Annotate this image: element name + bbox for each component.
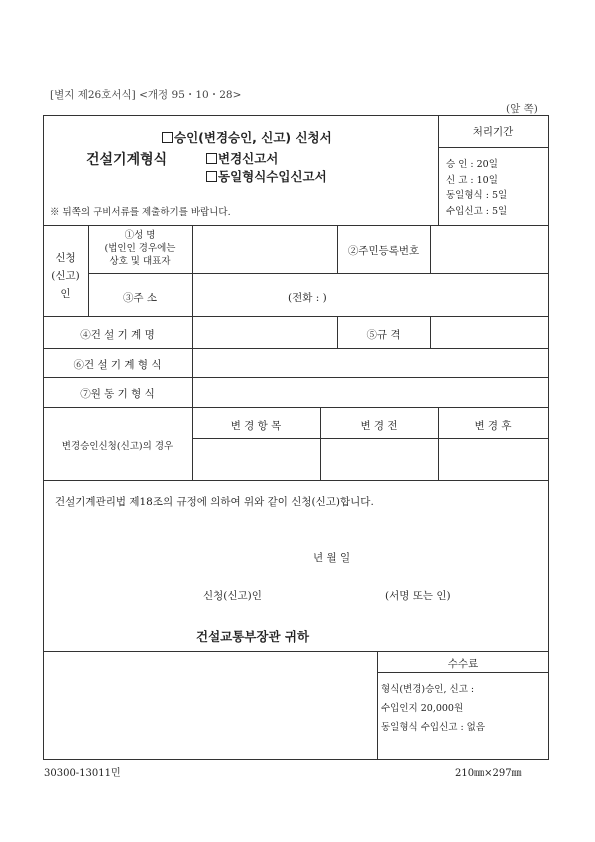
processing-approval: 승 인 : 20일 bbox=[446, 159, 498, 170]
name-label: ①성 명 (법인인 경우에는 상호 및 대표자 bbox=[104, 230, 176, 267]
applicant-group-label: 신청 (신고) 인 bbox=[51, 252, 80, 300]
change-after-field[interactable] bbox=[439, 439, 547, 479]
signature-label: (서명 또는 인) bbox=[385, 590, 451, 602]
change-after-header: 변 경 후 bbox=[474, 420, 512, 432]
address-label: ③주 소 bbox=[122, 292, 158, 304]
resident-no-label: ②주민등록번호 bbox=[347, 245, 420, 257]
paper-size: 210㎜×297㎜ bbox=[455, 768, 522, 779]
spec-label: ⑤규 격 bbox=[366, 329, 401, 341]
engine-model-field[interactable] bbox=[193, 378, 548, 406]
resident-no-field[interactable] bbox=[431, 226, 547, 272]
side-label: (앞 쪽) bbox=[506, 103, 538, 115]
checkbox-import-report[interactable] bbox=[206, 171, 217, 182]
name-field[interactable] bbox=[193, 226, 336, 272]
machine-model-label: ⑥건 설 기 계 형 식 bbox=[73, 359, 162, 371]
machine-name-field[interactable] bbox=[193, 317, 336, 347]
change-item-field[interactable] bbox=[193, 439, 319, 479]
change-item-header: 변 경 항 목 bbox=[230, 420, 282, 432]
change-row-label: 변경승인신청(신고)의 경우 bbox=[61, 441, 174, 452]
page-title: 건설기계형식 bbox=[86, 152, 168, 168]
option-approval[interactable]: 승인(변경승인, 신고) 신청서 bbox=[162, 128, 332, 146]
change-before-header: 변 경 전 bbox=[360, 420, 398, 432]
option-change-report[interactable]: 변경신고서 bbox=[206, 149, 278, 167]
applicant-sign-label: 신청(신고)인 bbox=[203, 590, 262, 602]
notice-text: ※ 뒤쪽의 구비서류를 제출하기를 바랍니다. bbox=[50, 207, 231, 218]
checkbox-change-report[interactable] bbox=[206, 153, 217, 164]
fee-header: 수수료 bbox=[447, 658, 479, 670]
machine-name-label: ④건 설 기 계 명 bbox=[80, 329, 155, 341]
spec-field[interactable] bbox=[431, 317, 547, 347]
date-label: 년 월 일 bbox=[313, 552, 351, 564]
processing-import: 수입신고 : 5일 bbox=[446, 205, 508, 217]
address-field[interactable] bbox=[193, 274, 548, 315]
engine-model-label: ⑦원 동 기 형 식 bbox=[80, 388, 155, 400]
processing-report: 신 고 : 10일 bbox=[446, 174, 498, 186]
processing-same-model: 동일형식 : 5일 bbox=[446, 190, 508, 201]
fee-details bbox=[381, 680, 485, 737]
machine-model-field[interactable] bbox=[193, 349, 548, 376]
declaration-statement: 건설기계관리법 제18조의 규정에 의하여 위와 같이 신청(신고)합니다. bbox=[55, 496, 374, 508]
form-label: [별지 제26호서식] <개정 95・10・28> bbox=[50, 89, 242, 101]
fee-line-stamp: 수입인지 20,000원 bbox=[381, 703, 464, 714]
form-code: 30300-13011민 bbox=[44, 768, 121, 779]
phone-label: (전화 : ) bbox=[288, 292, 327, 304]
fee-line-approval: 형식(변경)승인, 신고 : bbox=[381, 684, 475, 695]
processing-periods bbox=[446, 157, 507, 219]
processing-header: 처리기간 bbox=[472, 126, 514, 138]
checkbox-approval[interactable] bbox=[162, 132, 173, 143]
fee-line-import: 동일형식 수입신고 : 없음 bbox=[381, 722, 486, 733]
option-import-report[interactable]: 동일형식수입신고서 bbox=[206, 167, 327, 185]
recipient: 건설교통부장관 귀하 bbox=[196, 629, 310, 644]
change-before-field[interactable] bbox=[321, 439, 437, 479]
